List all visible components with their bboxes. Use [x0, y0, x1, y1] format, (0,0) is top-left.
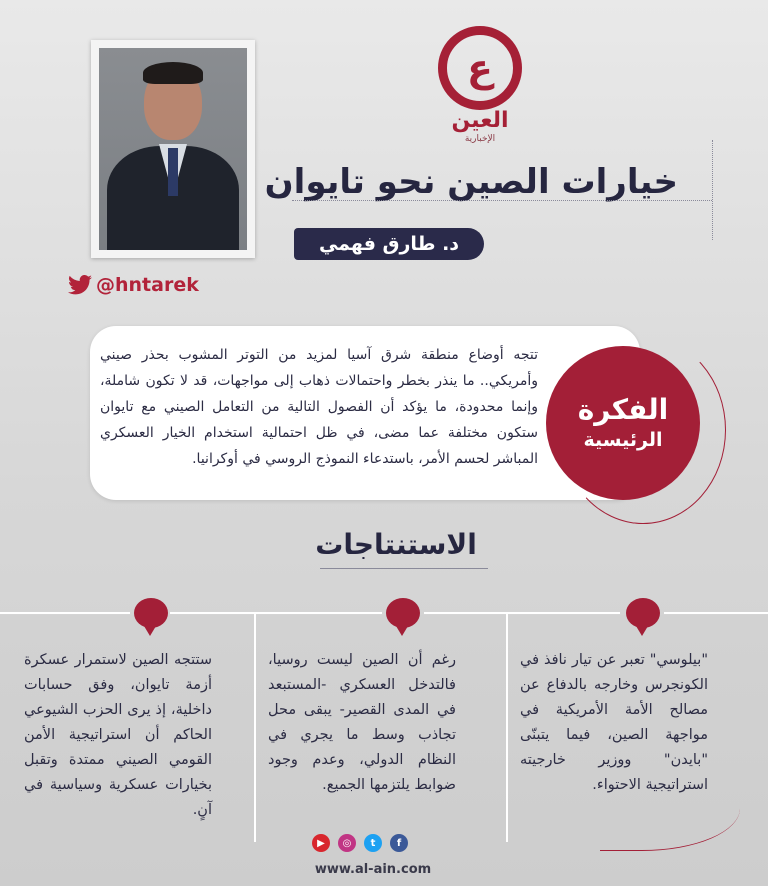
twitter-handle-row[interactable] [68, 274, 199, 296]
title-divider [292, 200, 712, 201]
speech-bubble-icon [134, 598, 168, 628]
logo-subtitle: الإخبارية [464, 134, 496, 144]
instagram-icon[interactable]: ◎ [338, 834, 356, 852]
author-photo-frame [91, 40, 255, 258]
main-idea-circle [546, 346, 700, 500]
column-divider-line [424, 612, 620, 614]
conclusion-item-1: "بيلوسي" تعبر عن تيار نافذ في الكونجرس وخارجه بالدفاع عن مصالح الأمة الأمريكية في مواجهة الصين، فيما يتبنّى "بايدن" ووزير خارجيته استراتيجية الاحتواء. [520, 652, 708, 793]
main-idea-label-line1: الفكرة [577, 393, 669, 426]
main-idea-label-line2: الرئيسية [583, 429, 663, 451]
main-idea-text: تتجه أوضاع منطقة شرق آسيا لمزيد من التوتر المشوب بحذر صيني وأمريكي.. ما ينذر بخطر واحتمالات ذهاب إلى مواجهات، قد لا تكون شاملة، وإنما محدودة، ما يؤكد أن الفصول التالية من التعامل الصيني مع تايوان ستكون مختلفة عما مضى، في ظل احتمالية استخدام الخيار العسكري المباشر لحسم الأمر، باستدعاء النموذج الروسي في أوكرانيا. [100, 347, 538, 467]
social-icons-row [312, 834, 408, 852]
author-name-badge: د. طارق فهمي [294, 228, 484, 260]
twitter-icon[interactable]: t [364, 834, 382, 852]
conclusions-underline [320, 568, 488, 569]
column-divider-line [0, 612, 130, 614]
speech-bubble-icon [386, 598, 420, 628]
author-photo [99, 48, 247, 250]
column-divider-line [664, 612, 768, 614]
article-title: خيارات الصين نحو تايوان [264, 162, 678, 202]
title-vertical-divider [712, 140, 713, 240]
column-divider-line [170, 612, 382, 614]
youtube-icon[interactable]: ▶ [312, 834, 330, 852]
logo-name: العين [451, 108, 509, 133]
speech-bubble-icon [626, 598, 660, 628]
logo-letter: ع [467, 46, 493, 90]
site-url[interactable]: www.al-ain.com [314, 862, 432, 877]
facebook-icon[interactable]: f [390, 834, 408, 852]
conclusion-item-2: رغم أن الصين ليست روسيا، فالتدخل العسكري -المستبعد في المدى القصير- يبقى محل تجاذب وسط ما يجري في النظام الدولي، وعدم وجود ضوابط يلتزمها الجميع. [268, 652, 456, 793]
column-vertical-divider [254, 612, 256, 842]
twitter-handle-text: @hntarek [96, 274, 199, 296]
conclusions-title: الاستنتاجات [315, 528, 477, 561]
twitter-bird-icon [68, 275, 92, 295]
column-vertical-divider [506, 612, 508, 842]
al-ain-logo-circle [438, 26, 522, 110]
conclusion-item-3: ستتجه الصين لاستمرار عسكرة أزمة تايوان، وفق حسابات داخلية، إذ يرى الحزب الشيوعي الحاكم أن استراتيجية الأمن القومي الصيني ممتدة وتقبل بخيارات عسكرية وسياسية في آنٍ. [24, 652, 212, 818]
